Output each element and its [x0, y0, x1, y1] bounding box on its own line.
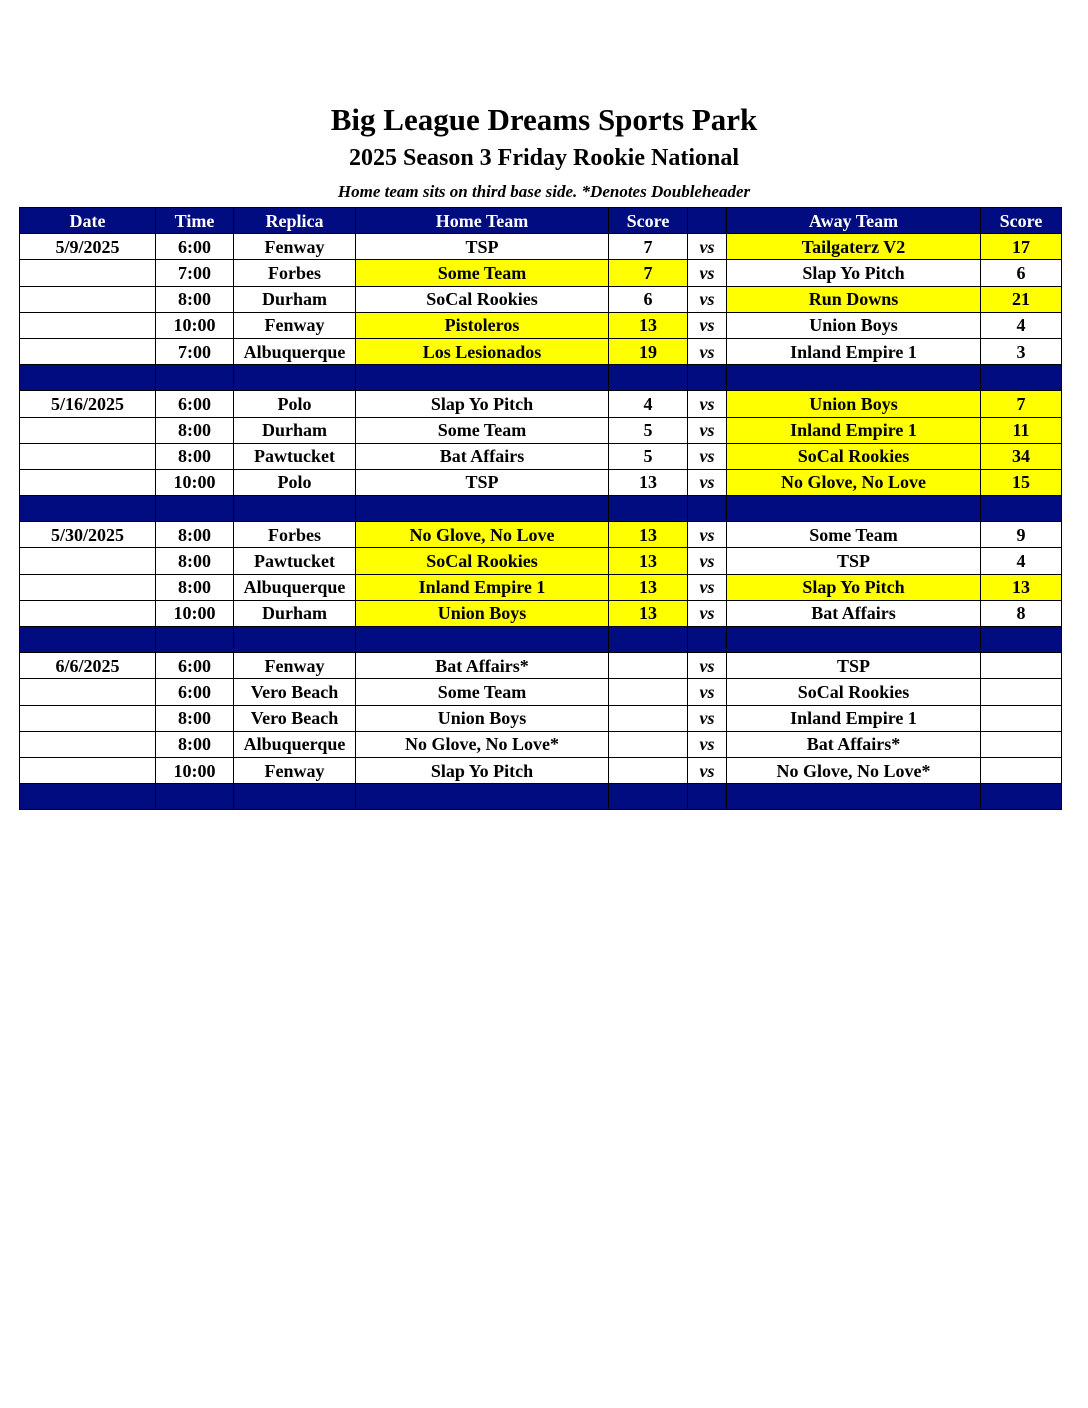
date-cell: [20, 312, 156, 338]
separator-cell: [609, 627, 688, 653]
time-cell: 8:00: [156, 417, 234, 443]
vs-cell: vs: [688, 574, 727, 600]
vs-cell: vs: [688, 757, 727, 783]
home-score-cell: 7: [609, 260, 688, 286]
separator-cell: [688, 496, 727, 522]
replica-cell: Durham: [234, 417, 356, 443]
away-score-cell: [981, 705, 1062, 731]
home-score-cell: 13: [609, 312, 688, 338]
separator-cell: [156, 784, 234, 810]
vs-cell: vs: [688, 338, 727, 364]
away-score-cell: 3: [981, 338, 1062, 364]
date-cell: [20, 757, 156, 783]
separator-cell: [156, 627, 234, 653]
away-score-cell: 15: [981, 469, 1062, 495]
vs-cell: vs: [688, 234, 727, 260]
vs-cell: vs: [688, 260, 727, 286]
table-row: [20, 286, 1062, 312]
separator-cell: [727, 496, 981, 522]
col-away-score: Score: [981, 208, 1062, 234]
table-row: [20, 338, 1062, 364]
replica-cell: Polo: [234, 391, 356, 417]
home-score-cell: [609, 705, 688, 731]
vs-cell: vs: [688, 443, 727, 469]
away-team-cell: Union Boys: [727, 391, 981, 417]
away-score-cell: [981, 757, 1062, 783]
date-cell: [20, 469, 156, 495]
away-team-cell: Bat Affairs*: [727, 731, 981, 757]
home-team-cell: Pistoleros: [356, 312, 609, 338]
table-row: [20, 469, 1062, 495]
date-cell: 5/16/2025: [20, 391, 156, 417]
date-cell: [20, 338, 156, 364]
time-cell: 10:00: [156, 312, 234, 338]
table-row: [20, 574, 1062, 600]
separator-cell: [727, 365, 981, 391]
week-separator-row: [20, 784, 1062, 810]
away-score-cell: 11: [981, 417, 1062, 443]
date-cell: [20, 417, 156, 443]
col-home-team: Home Team: [356, 208, 609, 234]
replica-cell: Durham: [234, 286, 356, 312]
replica-cell: Albuquerque: [234, 574, 356, 600]
home-team-cell: TSP: [356, 469, 609, 495]
table-row: [20, 705, 1062, 731]
time-cell: 6:00: [156, 391, 234, 417]
replica-cell: Fenway: [234, 234, 356, 260]
replica-cell: Polo: [234, 469, 356, 495]
away-team-cell: No Glove, No Love: [727, 469, 981, 495]
separator-cell: [356, 496, 609, 522]
home-team-cell: Some Team: [356, 679, 609, 705]
table-row: [20, 260, 1062, 286]
replica-cell: Fenway: [234, 653, 356, 679]
away-team-cell: SoCal Rookies: [727, 679, 981, 705]
separator-cell: [688, 365, 727, 391]
time-cell: 6:00: [156, 234, 234, 260]
away-team-cell: TSP: [727, 653, 981, 679]
time-cell: 10:00: [156, 600, 234, 626]
week-separator-row: [20, 496, 1062, 522]
date-cell: 5/30/2025: [20, 522, 156, 548]
away-score-cell: [981, 653, 1062, 679]
table-row: [20, 391, 1062, 417]
date-cell: 6/6/2025: [20, 653, 156, 679]
away-team-cell: Slap Yo Pitch: [727, 260, 981, 286]
away-team-cell: TSP: [727, 548, 981, 574]
time-cell: 10:00: [156, 469, 234, 495]
away-score-cell: 21: [981, 286, 1062, 312]
replica-cell: Vero Beach: [234, 705, 356, 731]
away-score-cell: 9: [981, 522, 1062, 548]
date-cell: [20, 548, 156, 574]
away-team-cell: Inland Empire 1: [727, 705, 981, 731]
vs-cell: vs: [688, 653, 727, 679]
week-separator-row: [20, 365, 1062, 391]
home-score-cell: 5: [609, 417, 688, 443]
separator-cell: [234, 784, 356, 810]
separator-cell: [727, 627, 981, 653]
home-team-cell: SoCal Rookies: [356, 548, 609, 574]
separator-cell: [20, 365, 156, 391]
date-cell: [20, 731, 156, 757]
home-team-cell: Some Team: [356, 417, 609, 443]
col-away-team: Away Team: [727, 208, 981, 234]
home-score-cell: 13: [609, 574, 688, 600]
time-cell: 8:00: [156, 574, 234, 600]
away-team-cell: Tailgaterz V2: [727, 234, 981, 260]
week-separator-row: [20, 627, 1062, 653]
home-team-cell: Some Team: [356, 260, 609, 286]
date-cell: [20, 600, 156, 626]
col-home-score: Score: [609, 208, 688, 234]
separator-cell: [156, 496, 234, 522]
separator-cell: [356, 627, 609, 653]
home-team-cell: No Glove, No Love: [356, 522, 609, 548]
table-row: [20, 731, 1062, 757]
time-cell: 8:00: [156, 731, 234, 757]
separator-cell: [20, 496, 156, 522]
time-cell: 10:00: [156, 757, 234, 783]
date-cell: [20, 286, 156, 312]
separator-cell: [234, 496, 356, 522]
away-team-cell: Slap Yo Pitch: [727, 574, 981, 600]
home-score-cell: 13: [609, 469, 688, 495]
away-score-cell: 7: [981, 391, 1062, 417]
home-score-cell: 4: [609, 391, 688, 417]
separator-cell: [234, 627, 356, 653]
schedule-note: Home team sits on third base side. *Denotes Doubleheader: [337, 182, 751, 201]
away-score-cell: 17: [981, 234, 1062, 260]
page-subtitle: 2025 Season 3 Friday Rookie National: [348, 145, 740, 171]
replica-cell: Albuquerque: [234, 731, 356, 757]
date-cell: [20, 705, 156, 731]
home-score-cell: [609, 757, 688, 783]
vs-cell: vs: [688, 469, 727, 495]
table-row: [20, 653, 1062, 679]
separator-cell: [356, 365, 609, 391]
time-cell: 6:00: [156, 679, 234, 705]
away-team-cell: SoCal Rookies: [727, 443, 981, 469]
away-team-cell: Inland Empire 1: [727, 417, 981, 443]
date-cell: [20, 260, 156, 286]
replica-cell: Vero Beach: [234, 679, 356, 705]
home-team-cell: No Glove, No Love*: [356, 731, 609, 757]
home-score-cell: 19: [609, 338, 688, 364]
time-cell: 8:00: [156, 705, 234, 731]
date-cell: [20, 574, 156, 600]
time-cell: 7:00: [156, 338, 234, 364]
separator-cell: [20, 784, 156, 810]
replica-cell: Durham: [234, 600, 356, 626]
home-score-cell: 7: [609, 234, 688, 260]
home-score-cell: 13: [609, 600, 688, 626]
vs-cell: vs: [688, 286, 727, 312]
time-cell: 8:00: [156, 286, 234, 312]
home-team-cell: Bat Affairs: [356, 443, 609, 469]
away-team-cell: No Glove, No Love*: [727, 757, 981, 783]
home-team-cell: SoCal Rookies: [356, 286, 609, 312]
header-row: [20, 208, 1062, 234]
time-cell: 6:00: [156, 653, 234, 679]
separator-cell: [688, 627, 727, 653]
home-score-cell: 5: [609, 443, 688, 469]
vs-cell: vs: [688, 522, 727, 548]
separator-cell: [20, 627, 156, 653]
home-score-cell: 13: [609, 522, 688, 548]
table-row: [20, 548, 1062, 574]
separator-cell: [609, 365, 688, 391]
date-cell: [20, 443, 156, 469]
time-cell: 8:00: [156, 443, 234, 469]
replica-cell: Pawtucket: [234, 443, 356, 469]
away-team-cell: Bat Affairs: [727, 600, 981, 626]
vs-cell: vs: [688, 548, 727, 574]
col-date: Date: [20, 208, 156, 234]
time-cell: 8:00: [156, 522, 234, 548]
home-team-cell: TSP: [356, 234, 609, 260]
date-cell: 5/9/2025: [20, 234, 156, 260]
away-team-cell: Some Team: [727, 522, 981, 548]
separator-cell: [688, 784, 727, 810]
table-row: [20, 312, 1062, 338]
away-score-cell: 34: [981, 443, 1062, 469]
away-score-cell: 8: [981, 600, 1062, 626]
replica-cell: Fenway: [234, 757, 356, 783]
home-score-cell: [609, 731, 688, 757]
away-team-cell: Run Downs: [727, 286, 981, 312]
home-team-cell: Slap Yo Pitch: [356, 391, 609, 417]
date-cell: [20, 679, 156, 705]
table-row: [20, 443, 1062, 469]
home-score-cell: 6: [609, 286, 688, 312]
away-score-cell: [981, 679, 1062, 705]
vs-cell: vs: [688, 705, 727, 731]
table-row: [20, 234, 1062, 260]
home-team-cell: Los Lesionados: [356, 338, 609, 364]
vs-cell: vs: [688, 312, 727, 338]
separator-cell: [609, 496, 688, 522]
home-team-cell: Union Boys: [356, 600, 609, 626]
separator-cell: [981, 627, 1062, 653]
replica-cell: Forbes: [234, 522, 356, 548]
separator-cell: [981, 496, 1062, 522]
page-title: Big League Dreams Sports Park: [330, 102, 758, 137]
away-team-cell: Inland Empire 1: [727, 338, 981, 364]
home-team-cell: Slap Yo Pitch: [356, 757, 609, 783]
separator-cell: [609, 784, 688, 810]
separator-cell: [156, 365, 234, 391]
vs-cell: vs: [688, 731, 727, 757]
away-score-cell: 13: [981, 574, 1062, 600]
home-team-cell: Union Boys: [356, 705, 609, 731]
vs-cell: vs: [688, 600, 727, 626]
away-score-cell: 6: [981, 260, 1062, 286]
schedule-body: [20, 234, 1062, 810]
table-row: [20, 679, 1062, 705]
time-cell: 8:00: [156, 548, 234, 574]
separator-cell: [727, 784, 981, 810]
home-score-cell: [609, 679, 688, 705]
col-vs: [688, 208, 727, 234]
separator-cell: [234, 365, 356, 391]
time-cell: 7:00: [156, 260, 234, 286]
vs-cell: vs: [688, 417, 727, 443]
table-row: [20, 417, 1062, 443]
home-team-cell: Inland Empire 1: [356, 574, 609, 600]
replica-cell: Albuquerque: [234, 338, 356, 364]
col-time: Time: [156, 208, 234, 234]
table-row: [20, 757, 1062, 783]
vs-cell: vs: [688, 391, 727, 417]
away-score-cell: 4: [981, 312, 1062, 338]
schedule-table: [19, 207, 1062, 810]
separator-cell: [981, 365, 1062, 391]
separator-cell: [356, 784, 609, 810]
home-score-cell: 13: [609, 548, 688, 574]
away-score-cell: [981, 731, 1062, 757]
replica-cell: Forbes: [234, 260, 356, 286]
replica-cell: Fenway: [234, 312, 356, 338]
home-team-cell: Bat Affairs*: [356, 653, 609, 679]
table-row: [20, 522, 1062, 548]
replica-cell: Pawtucket: [234, 548, 356, 574]
away-team-cell: Union Boys: [727, 312, 981, 338]
table-row: [20, 600, 1062, 626]
col-replica: Replica: [234, 208, 356, 234]
separator-cell: [981, 784, 1062, 810]
away-score-cell: 4: [981, 548, 1062, 574]
vs-cell: vs: [688, 679, 727, 705]
home-score-cell: [609, 653, 688, 679]
